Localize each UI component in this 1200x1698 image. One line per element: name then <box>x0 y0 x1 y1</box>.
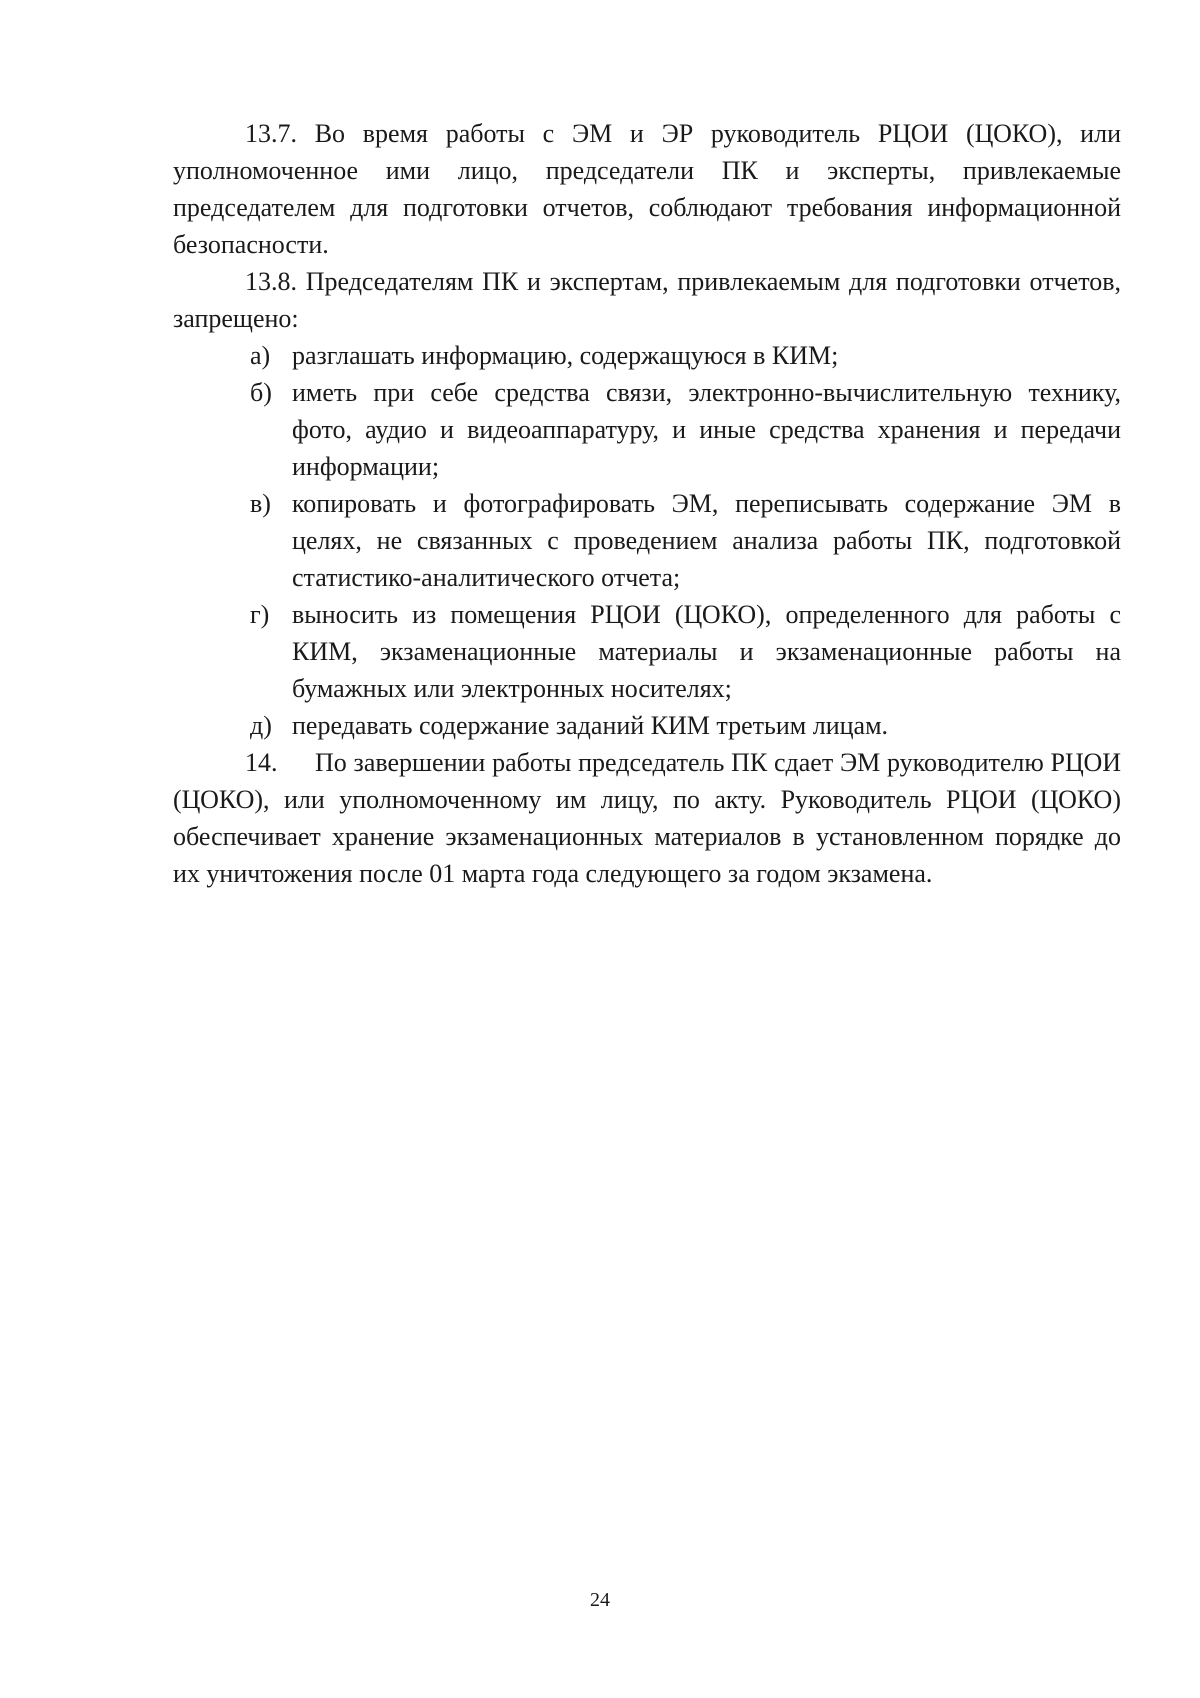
list-item-text: выносить из помещения РЦОИ (ЦОКО), определенного для работы с КИМ, экзаменационные материалы и экзаменационные работы на бумажных или электронных носителях; <box>292 600 1121 703</box>
page-content <box>173 115 1121 892</box>
paragraph-14-text: По завершении работы председатель ПК сдает ЭМ руководителю РЦОИ (ЦОКО), или уполномоченному им лицу, по акту. Руководитель РЦОИ (ЦОКО) обеспечивает хранение экзаменационных материалов в установленном порядке до их уничтожения после 01 марта года следующего за годом экзамена. <box>173 748 1121 888</box>
list-item-text: разглашать информацию, содержащуюся в КИМ; <box>292 341 839 370</box>
list-marker: в) <box>250 489 271 518</box>
list-item <box>173 596 1121 707</box>
paragraph-14-number: 14. <box>245 748 278 777</box>
list-marker: г) <box>250 600 270 629</box>
list-item-text: копировать и фотографировать ЭМ, переписывать содержание ЭМ в целях, не связанных с проведением анализа работы ПК, подготовкой статистико-аналитического отчета; <box>292 489 1121 592</box>
list-item-text: иметь при себе средства связи, электронно-вычислительную технику, фото, аудио и видеоаппаратуру, и иные средства хранения и передачи информации; <box>292 378 1121 481</box>
list-marker: а) <box>250 341 271 370</box>
list-item <box>173 485 1121 596</box>
list-marker: б) <box>250 378 272 407</box>
paragraph-14 <box>173 744 1121 892</box>
list-item <box>173 337 1121 374</box>
list-item-text: передавать содержание заданий КИМ третьим лицам. <box>292 711 889 740</box>
list-marker: д) <box>250 711 272 740</box>
prohibitions-list <box>173 337 1121 744</box>
page-number: 24 <box>590 1589 610 1611</box>
list-item <box>173 374 1121 485</box>
paragraph-13-8: 13.8. Председателям ПК и экспертам, привлекаемым для подготовки отчетов, запрещено: <box>173 267 1121 333</box>
paragraph-13-7: 13.7. Во время работы с ЭМ и ЭР руководитель РЦОИ (ЦОКО), или уполномоченное ими лицо, председатели ПК и эксперты, привлекаемые председателем для подготовки отчетов, соблюдают требования информационной безопасности. <box>173 119 1121 259</box>
list-item <box>173 707 1121 744</box>
